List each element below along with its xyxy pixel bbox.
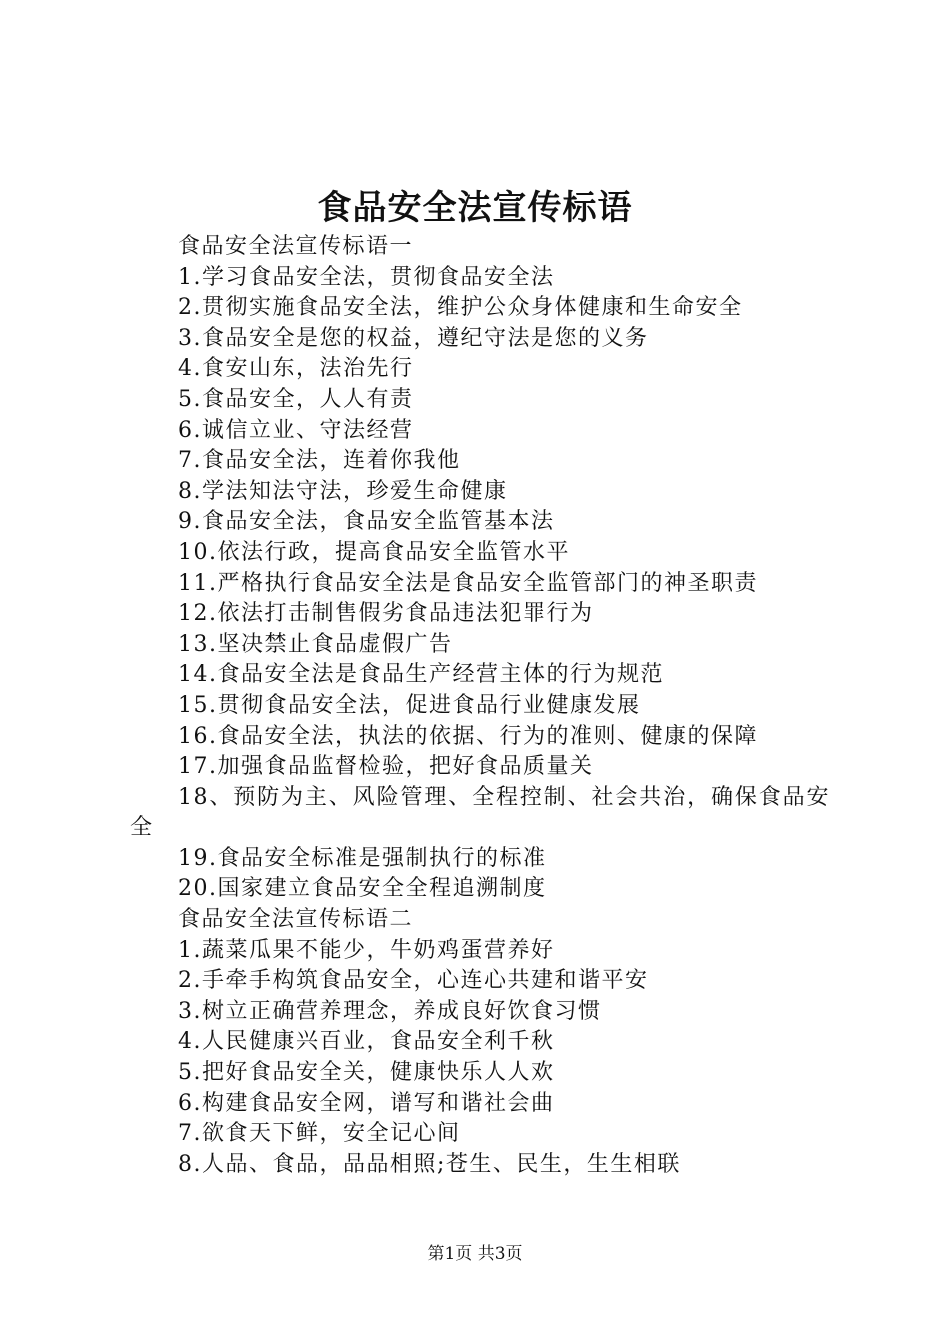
- slogan-line: 5.食品安全，人人有责: [178, 386, 414, 412]
- slogan-line: 6.诚信立业、守法经营: [178, 417, 414, 443]
- slogan-line: 1.蔬菜瓜果不能少，牛奶鸡蛋营养好: [178, 937, 555, 963]
- slogan-line: 5.把好食品安全关，健康快乐人人欢: [178, 1060, 555, 1086]
- slogan-line: 17.加强食品监督检验，把好食品质量关: [178, 754, 594, 780]
- slogan-line: 3.树立正确营养理念，养成良好饮食习惯: [178, 998, 602, 1024]
- slogan-line: 7.食品安全法，连着你我他: [178, 448, 461, 474]
- slogan-line: 19.食品安全标准是强制执行的标准: [178, 845, 547, 871]
- slogan-line: 16.食品安全法，执法的依据、行为的准则、健康的保障: [178, 723, 758, 749]
- slogan-line: 4.食安山东，法治先行: [178, 356, 414, 382]
- slogan-line: 15.贯彻食品安全法，促进食品行业健康发展: [178, 692, 641, 718]
- slogan-line: 20.国家建立食品安全全程追溯制度: [178, 876, 547, 902]
- slogan-line-wrapped: 18、预防为主、风险管理、全程控制、社会共治，确保食品安全: [130, 784, 830, 841]
- section-heading-2: 食品安全法宣传标语二: [178, 907, 414, 933]
- slogan-line: 7.欲食天下鲜，安全记心间: [178, 1121, 461, 1147]
- slogan-line: 9.食品安全法，食品安全监管基本法: [178, 509, 555, 535]
- slogan-line: 14.食品安全法是食品生产经营主体的行为规范: [178, 662, 664, 688]
- slogan-line: 4.人民健康兴百业，食品安全利千秋: [178, 1029, 555, 1055]
- slogan-line: 11.严格执行食品安全法是食品安全监管部门的神圣职责: [178, 570, 758, 596]
- document-body: [130, 232, 830, 1180]
- slogan-line: 3.食品安全是您的权益，遵纪守法是您的义务: [178, 325, 649, 351]
- slogan-line: 1.学习食品安全法，贯彻食品安全法: [178, 264, 555, 290]
- slogan-line: 13.坚决禁止食品虚假广告: [178, 631, 453, 657]
- slogan-line: 2.贯彻实施食品安全法，维护公众身体健康和生命安全: [178, 295, 743, 321]
- page-footer: 第1页 共3页: [427, 1244, 523, 1264]
- slogan-line: 8.学法知法守法，珍爱生命健康: [178, 478, 508, 504]
- section-heading-1: 食品安全法宣传标语一: [178, 234, 414, 259]
- document-title: 食品安全法宣传标语: [317, 188, 633, 228]
- slogan-line: 10.依法行政，提高食品安全监管水平: [178, 539, 570, 565]
- slogan-line: 8.人品、食品，品品相照;苍生、民生，生生相联: [178, 1151, 681, 1177]
- slogan-line: 6.构建食品安全网，谱写和谐社会曲: [178, 1090, 555, 1116]
- slogan-line: 12.依法打击制售假劣食品违法犯罪行为: [178, 601, 594, 627]
- slogan-line: 2.手牵手构筑食品安全，心连心共建和谐平安: [178, 968, 649, 994]
